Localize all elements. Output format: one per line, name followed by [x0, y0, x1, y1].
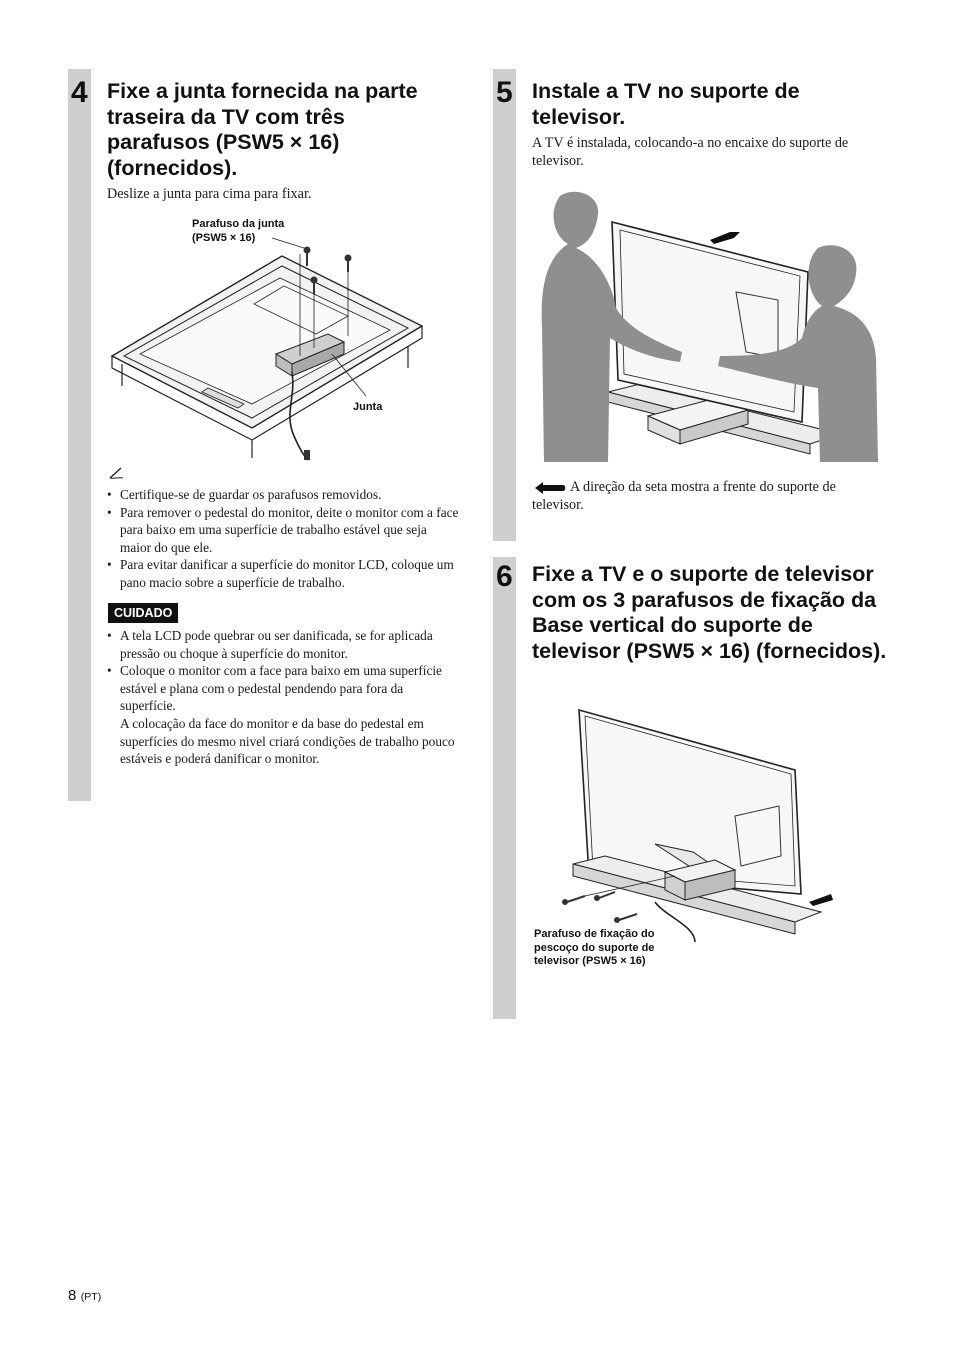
note-item: • Para evitar danificar a superfície do monitor LCD, coloque um pano macio sobre a superfície de trabalho.	[107, 556, 459, 591]
step-5-number: 5	[496, 76, 513, 109]
page-language: (PT)	[80, 1291, 102, 1303]
note-item: • Certifique-se de guardar os parafusos removidos.	[107, 486, 459, 504]
caution-badge: CUIDADO	[108, 603, 178, 623]
caution-item-text: Coloque o monitor com a face para baixo em uma superfície estável e plana com o pedestal pendendo para fora da superfície.	[120, 663, 442, 714]
screw-label-line1: Parafuso da junta	[192, 218, 285, 230]
step-4-number: 4	[71, 76, 88, 109]
tv-face-down-illustration	[104, 236, 434, 464]
step-4-notes-list	[107, 486, 459, 592]
step-6-number: 6	[496, 560, 513, 593]
step-5-arrow-note	[532, 479, 882, 514]
note-item: • Para remover o pedestal do monitor, deite o monitor com a face para baixo em uma superfície de trabalho estável que seja maior do que ele.	[107, 504, 459, 557]
caution-item	[107, 662, 459, 768]
tv-on-stand-screws-illustration	[545, 706, 835, 950]
pencil-note-icon	[108, 466, 126, 480]
arrow-note-text: A direção da seta mostra a frente do suporte de televisor.	[532, 479, 836, 513]
step-5-body: A TV é instalada, colocando-a no encaixe do suporte de televisor.	[532, 135, 849, 169]
step-6-caption: Parafuso de fixação do pescoço do suporte de televisor (PSW5 × 16)	[534, 928, 655, 967]
two-people-installing-tv-illustration	[540, 188, 882, 462]
step-4-instruction: Deslize a junta para cima para fixar.	[107, 186, 312, 202]
step-6-sidebar	[493, 557, 516, 1019]
step-6-title: Fixe a TV e o suporte de televisor com os 3 parafusos de fixação da Base vertical do suporte de televisor (PSW5 × 16) (fornecidos).	[532, 562, 887, 663]
step-5-title: Instale a TV no suporte de televisor.	[532, 79, 800, 129]
step-4-title: Fixe a junta fornecida na parte traseira da TV com três parafusos (PSW5 × 16) (fornecidos).	[107, 79, 418, 180]
page-number-value: 8	[68, 1287, 77, 1304]
joint-label: Junta	[353, 401, 383, 413]
step-4-sidebar	[68, 69, 91, 801]
page-number	[68, 1287, 101, 1305]
screw-label-line2: (PSW5 × 16)	[192, 231, 256, 244]
caution-item-extra: A colocação da face do monitor e da base do pedestal em superfícies do mesmo nivel criará condições de trabalho pouco estáveis e poderá danificar o monitor.	[120, 715, 455, 767]
caution-item: • A tela LCD pode quebrar ou ser danificada, se for aplicada pressão ou choque à superfície do monitor.	[107, 627, 459, 662]
step-5-sidebar	[493, 69, 516, 541]
step-4-caution-list	[107, 627, 459, 768]
